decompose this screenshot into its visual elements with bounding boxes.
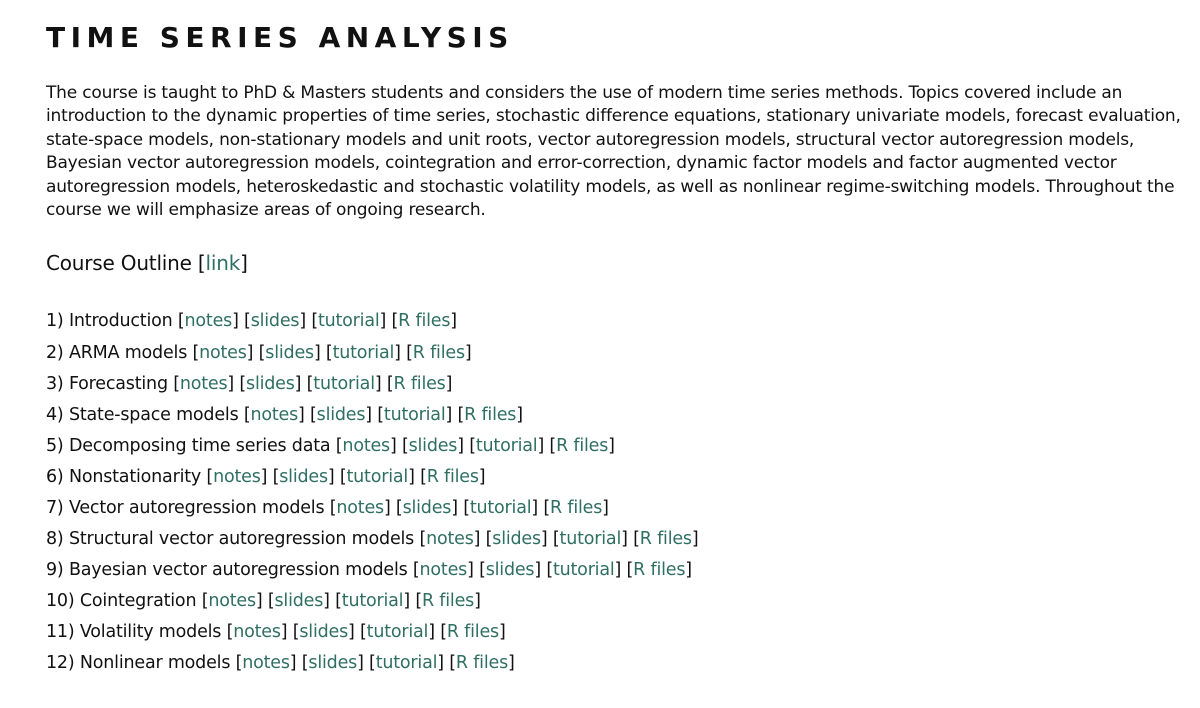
slides-link[interactable]: slides [492,529,541,550]
lecture-number: 10) [46,591,75,612]
page-content [46,22,1196,680]
tutorial-link[interactable]: tutorial [475,435,538,456]
course-outline-label: Course Outline [46,251,192,276]
notes-link[interactable]: notes [242,653,290,674]
tutorial-link[interactable]: tutorial [346,466,409,487]
lecture-item-3: 3) Forecasting [notes] [slides] [tutorial] [R files] [46,373,453,394]
lecture-topic: State-space models [68,404,239,425]
lecture-topic: Structural vector autoregression models [68,529,415,550]
course-outline [46,250,1196,276]
tutorial-link[interactable]: tutorial [317,311,380,332]
notes-link[interactable]: notes [199,342,247,363]
r-files-link[interactable]: R files [556,435,609,456]
r-files-link[interactable]: R files [421,591,475,612]
lecture-number: 4) [46,404,64,425]
slides-link[interactable]: slides [316,404,366,425]
lecture-item-8: 8) Structural vector autoregression models [notes] [slides] [tutorial] [R files] [46,529,699,550]
slides-link[interactable]: slides [274,591,324,612]
lecture-item-11: 11) Volatility models [notes] [slides] [tutorial] [R files] [46,622,506,643]
tutorial-link[interactable]: tutorial [332,342,395,363]
lecture-number: 9) [46,560,64,581]
slides-link[interactable]: slides [299,622,349,643]
notes-link[interactable]: notes [336,498,384,518]
r-files-link[interactable]: R files [412,342,465,363]
lecture-item-7: 7) Vector autoregression models [notes] [slides] [tutorial] [R files] [46,498,609,518]
tutorial-link[interactable]: tutorial [313,373,375,394]
slides-link[interactable]: slides [250,311,300,332]
lecture-item-4: 4) State-space models [notes] [slides] [tutorial] [R files] [46,404,523,425]
tutorial-link[interactable]: tutorial [375,653,438,674]
lecture-number: 1) [46,311,64,332]
lecture-number: 11) [46,622,75,643]
lecture-topic: Decomposing time series data [68,435,331,456]
notes-link[interactable]: notes [208,591,256,612]
slides-link[interactable]: slides [402,498,452,518]
lecture-item-1: 1) Introduction [notes] [slides] [tutorial] [R files] [46,311,457,332]
r-files-link[interactable]: R files [446,622,499,643]
notes-link[interactable]: notes [179,373,228,394]
tutorial-link[interactable]: tutorial [559,529,622,550]
course-outline-link[interactable]: link [205,251,241,276]
notes-link[interactable]: notes [184,311,233,332]
open-bracket: [ [197,251,206,276]
tutorial-link[interactable]: tutorial [383,404,446,425]
course-description: The course is taught to PhD & Masters students and considers the use of modern time series methods. Topics covered include an introduction to the dynamic properties of time series, stochastic difference equations, stationary univariate models, forecast evaluation, state-space models, non-stationary models and unit roots, vector autoregression models, structural vector autoregression models, Bayesian vector autoregression models, cointegration and error-correction, dynamic factor models and factor augmented vector autoregression models, heteroskedastic and stochastic volatility models, as well as nonlinear regime-switching models. Throughout the course we will emphasize areas of ongoing research. [46,83,1181,221]
lecture-topic: Introduction [68,311,173,332]
r-files-link[interactable]: R files [464,404,517,425]
lecture-item-6: 6) Nonstationarity [notes] [slides] [tutorial] [R files] [46,466,486,487]
slides-link[interactable]: slides [279,466,328,487]
lecture-topic: Forecasting [68,373,168,394]
lecture-number: 5) [46,435,64,456]
lecture-item-5: 5) Decomposing time series data [notes] [slides] [tutorial] [R files] [46,435,615,456]
lecture-number: 8) [46,529,64,550]
notes-link[interactable]: notes [426,529,474,550]
r-files-link[interactable]: R files [639,529,692,550]
close-bracket: ] [240,251,248,276]
tutorial-link[interactable]: tutorial [366,622,429,643]
r-files-link[interactable]: R files [426,466,479,487]
slides-link[interactable]: slides [408,435,458,456]
lecture-item-2: 2) ARMA models [notes] [slides] [tutorial] [R files] [46,342,472,363]
slides-link[interactable]: slides [308,653,358,674]
lecture-item-10: 10) Cointegration [notes] [slides] [tutorial] [R files] [46,591,481,612]
page-title: TIME SERIES ANALYSIS [46,21,514,54]
notes-link[interactable]: notes [250,404,299,425]
r-files-link[interactable]: R files [633,560,686,581]
slides-link[interactable]: slides [265,342,314,363]
lecture-list [46,306,1196,679]
lecture-item-12: 12) Nonlinear models [notes] [slides] [tutorial] [R files] [46,653,515,674]
lecture-number: 2) [46,342,64,363]
lecture-number: 12) [46,653,75,674]
tutorial-link[interactable]: tutorial [469,498,532,518]
lecture-topic: Nonstationarity [68,466,202,487]
slides-link[interactable]: slides [246,373,295,394]
r-files-link[interactable]: R files [393,373,446,394]
tutorial-link[interactable]: tutorial [341,591,404,612]
r-files-link[interactable]: R files [398,311,451,332]
lecture-topic: Bayesian vector autoregression models [68,560,408,581]
lecture-topic: ARMA models [68,342,188,363]
r-files-link[interactable]: R files [550,498,603,518]
r-files-link[interactable]: R files [455,653,508,674]
notes-link[interactable]: notes [213,466,261,487]
lecture-number: 3) [46,373,64,394]
notes-link[interactable]: notes [342,435,390,456]
notes-link[interactable]: notes [233,622,281,643]
tutorial-link[interactable]: tutorial [552,560,615,581]
lecture-topic: Vector autoregression models [68,498,325,518]
lecture-number: 7) [46,498,64,518]
lecture-topic: Volatility models [79,622,222,643]
lecture-number: 6) [46,466,64,487]
notes-link[interactable]: notes [419,560,468,581]
lecture-item-9: 9) Bayesian vector autoregression models [notes] [slides] [tutorial] [R files] [46,560,692,581]
lecture-topic: Cointegration [79,591,197,612]
slides-link[interactable]: slides [485,560,535,581]
lecture-topic: Nonlinear models [79,653,231,674]
